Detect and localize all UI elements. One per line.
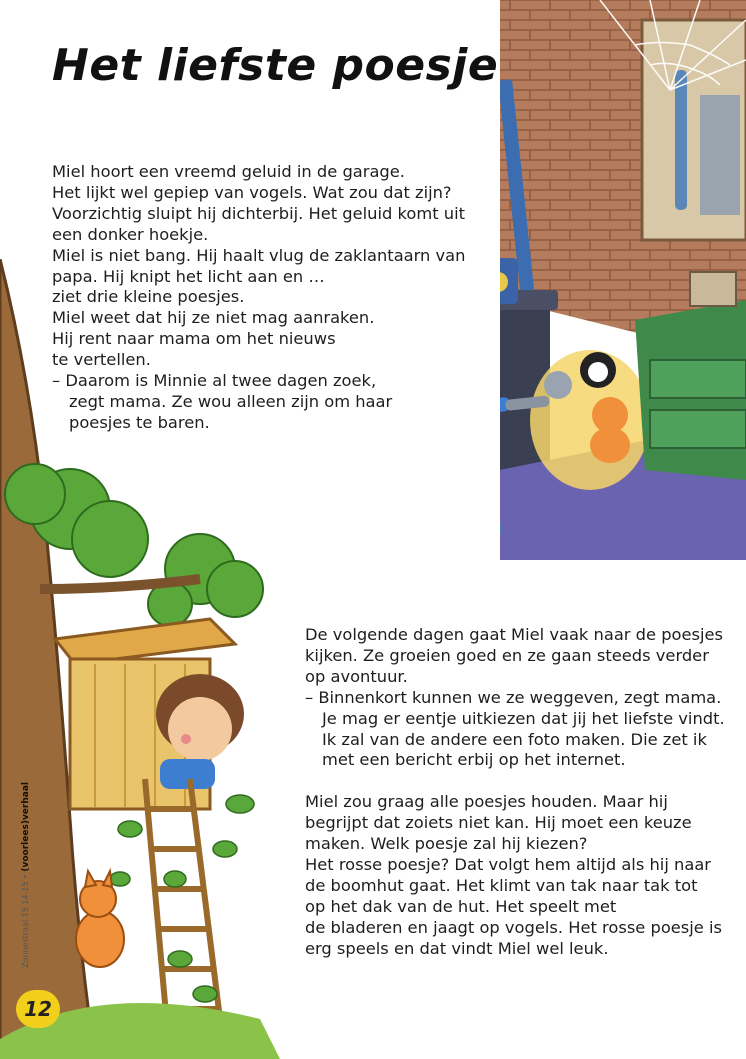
toolbox — [690, 272, 736, 306]
boy-in-treehouse — [156, 674, 244, 789]
page-number-badge — [16, 990, 60, 1028]
story-line: Miel zou graag alle poesjes houden. Maar hij — [305, 792, 668, 812]
story-line: de boomhut gaat. Het klimt van tak naar tak tot — [305, 875, 698, 895]
story-line: – Daarom is Minnie al twee dagen zoek, — [52, 371, 377, 391]
wrench-icon — [675, 70, 687, 210]
saw-icon — [700, 95, 740, 215]
story-line: poesjes te baren. — [69, 412, 210, 432]
story-paragraph-1 — [52, 162, 465, 434]
story-line: maken. Welk poesje zal hij kiezen? — [305, 834, 588, 854]
page-title: Het liefste poesje — [52, 40, 499, 91]
story-line: te vertellen. — [52, 350, 151, 370]
story-line: met een bericht erbij op het internet. — [322, 750, 626, 770]
paragraph-gap — [305, 771, 725, 792]
story-line: Hij rent naar mama om het nieuws — [52, 329, 336, 349]
story-line: Miel hoort een vreemd geluid in de garage. — [52, 162, 405, 181]
story-line: ziet drie kleine poesjes. — [52, 287, 245, 307]
story-line: papa. Hij knipt het licht aan en … — [52, 266, 325, 286]
story-line: Het rosse poesje? Dat volgt hem altijd als hij naar — [305, 855, 711, 875]
page-number: 12 — [24, 997, 52, 1021]
story-line: op avontuur. — [305, 666, 408, 686]
story-line: Miel is niet bang. Hij haalt vlug de zaklantaarn van — [52, 245, 466, 265]
story-line: Ik zal van de andere een foto maken. Die zet ik — [322, 729, 707, 749]
story-line: Voorzichtig sluipt hij dichterbij. Het geluid komt uit — [52, 203, 465, 223]
footer-credit — [21, 782, 31, 968]
section-label: (voorlees)verhaal — [21, 782, 31, 872]
story-line: zegt mama. Ze wou alleen zijn om haar — [69, 391, 393, 411]
story-line: begrijpt dat zoiets niet kan. Hij moet een keuze — [305, 813, 692, 833]
publication-credit: Zonnestraal 15 14-15 • — [21, 874, 30, 968]
garage-illustration — [500, 0, 746, 560]
story-line: – Binnenkort kunnen we ze weggeven, zegt mama. — [305, 687, 722, 707]
story-line: de bladeren en jaagt op vogels. Het rosse poesje is — [305, 917, 723, 937]
story-line: Je mag er eentje uitkiezen dat jij het liefste vindt. — [322, 708, 725, 728]
story-line: De volgende dagen gaat Miel vaak naar de poesjes — [305, 625, 724, 644]
story-line: kijken. Ze groeien goed en ze gaan steeds verder — [305, 645, 709, 665]
story-line: een donker hoekje. — [52, 224, 209, 244]
story-line: Het lijkt wel gepiep van vogels. Wat zou dat zijn? — [52, 182, 452, 202]
story-paragraph-2 — [305, 625, 725, 960]
story-line: op het dak van de hut. Het speelt met — [305, 896, 617, 916]
story-line: Miel weet dat hij ze niet mag aanraken. — [52, 308, 375, 328]
story-line: erg speels en dat vindt Miel wel leuk. — [305, 938, 609, 958]
